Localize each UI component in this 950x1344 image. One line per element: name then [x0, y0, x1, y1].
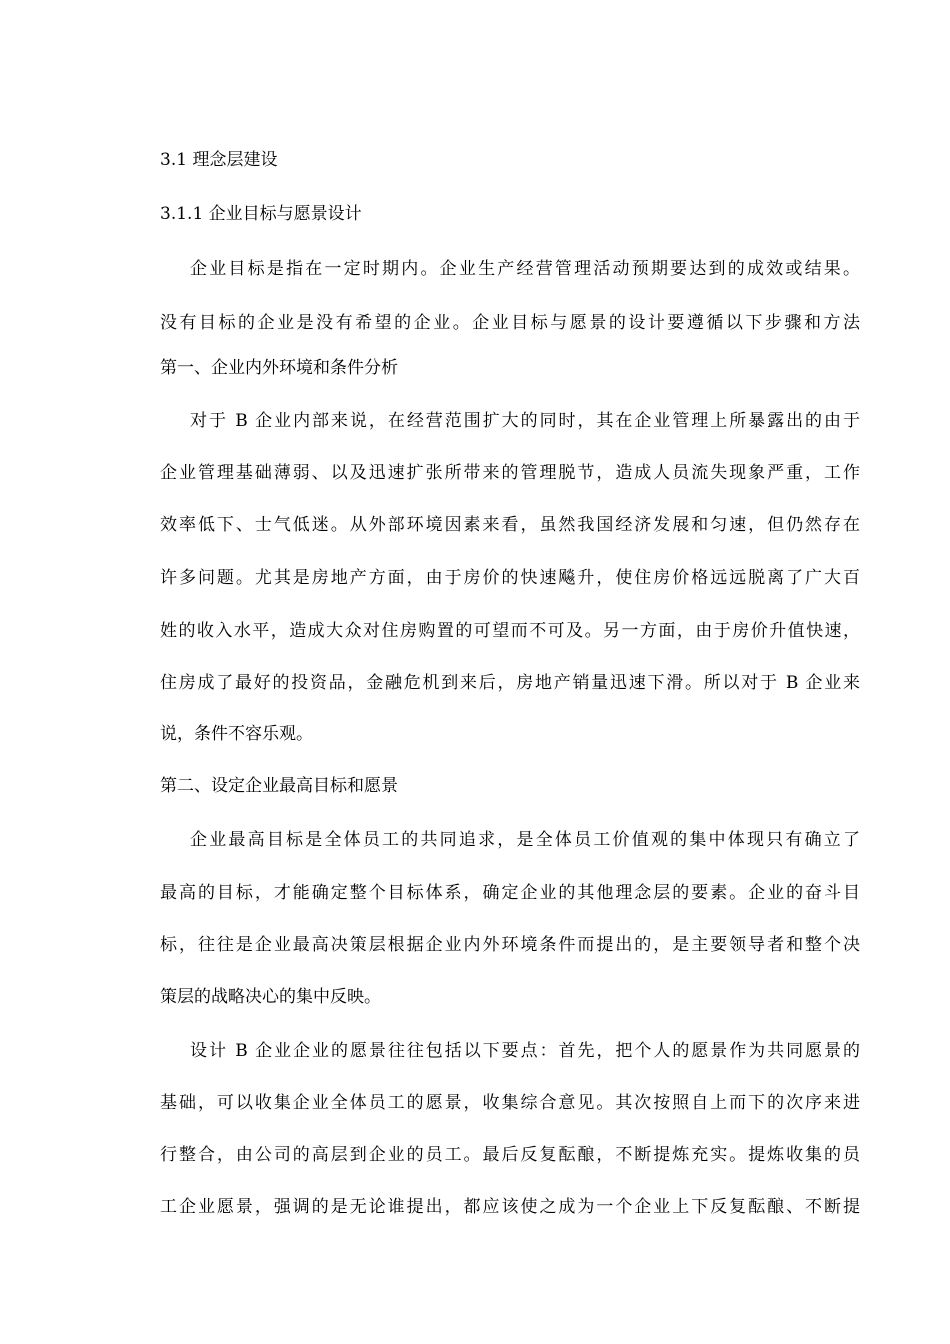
- paragraph-line: 企业管理基础薄弱、以及迅速扩张所带来的管理脱节，造成人员流失现象严重，工作: [160, 463, 860, 483]
- paragraph-line: 策层的战略决心的集中反映。: [160, 987, 381, 1007]
- document-page: [160, 0, 860, 1344]
- paragraph-line: 行整合，由公司的高层到企业的员工。最后反复酝酿，不断提炼充实。提炼收集的员: [160, 1145, 860, 1165]
- paragraph-line: 姓的收入水平，造成大众对住房购置的可望而不可及。另一方面，由于房价升值快速，: [160, 621, 860, 641]
- paragraph-line: 工企业愿景，强调的是无论谁提出，都应该使之成为一个企业上下反复酝酿、不断提: [160, 1197, 860, 1217]
- paragraph-line: 标，往往是企业最高决策层根据企业内外环境条件而提出的，是主要领导者和整个决: [160, 935, 860, 955]
- paragraph-line: 基础，可以收集企业全体员工的愿景，收集综合意见。其次按照自上而下的次序来进: [160, 1093, 860, 1113]
- section-heading: 3.1 理念层建设: [160, 150, 278, 170]
- step-heading: 第一、企业内外环境和条件分析: [160, 358, 398, 378]
- paragraph-line: 效率低下、士气低迷。从外部环境因素来看，虽然我国经济发展和匀速，但仍然存在: [160, 515, 860, 535]
- paragraph-line: 许多问题。尤其是房地产方面，由于房价的快速飚升，使住房价格远远脱离了广大百: [160, 568, 860, 588]
- subsection-heading: 3.1.1 企业目标与愿景设计: [160, 204, 362, 224]
- paragraph-line: 设计 B 企业企业的愿景往往包括以下要点：首先，把个人的愿景作为共同愿景的: [190, 1041, 860, 1061]
- paragraph-line: 企业最高目标是全体员工的共同追求，是全体员工价值观的集中体现只有确立了: [190, 830, 860, 850]
- paragraph-line: 对于 B 企业内部来说，在经营范围扩大的同时，其在企业管理上所暴露出的由于: [190, 411, 860, 431]
- step-heading: 第二、设定企业最高目标和愿景: [160, 776, 398, 796]
- paragraph-line: 住房成了最好的投资品，金融危机到来后，房地产销量迅速下滑。所以对于 B 企业来: [160, 673, 860, 693]
- paragraph-line: 企业目标是指在一定时期内。企业生产经营管理活动预期要达到的成效或结果。: [190, 259, 860, 279]
- paragraph-line: 没有目标的企业是没有希望的企业。企业目标与愿景的设计要遵循以下步骤和方法: [160, 313, 860, 333]
- paragraph-line: 最高的目标，才能确定整个目标体系，确定企业的其他理念层的要素。企业的奋斗目: [160, 883, 860, 903]
- paragraph-line: 说，条件不容乐观。: [160, 724, 313, 744]
